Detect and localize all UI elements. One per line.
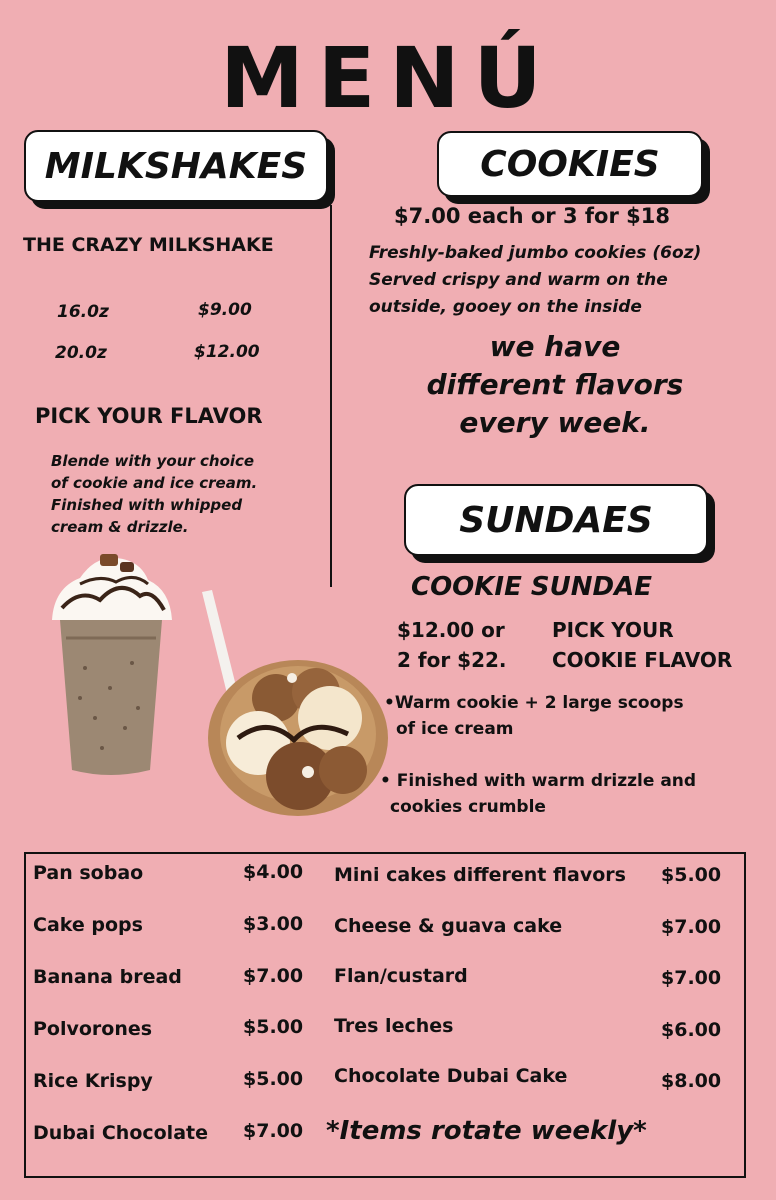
sundae-price-line: 2 for $22. — [397, 648, 507, 672]
milkshake-name: THE CRAZY MILKSHAKE — [23, 234, 274, 256]
sundae-bullet — [380, 768, 696, 820]
milkshake-desc-line: Blende with your choice — [51, 452, 255, 470]
cookies-description — [369, 240, 701, 321]
milkshake-desc-line: Finished with whipped — [51, 496, 243, 514]
extra-item-price: $5.00 — [243, 1068, 304, 1090]
pick-flavor-heading: PICK YOUR FLAVOR — [35, 404, 263, 428]
cookies-desc-line: outside, gooey on the inside — [369, 297, 642, 317]
bullet-dot: • — [384, 693, 395, 713]
extra-item-name: Chocolate Dubai Cake — [334, 1065, 568, 1087]
cookies-desc-line: Freshly-baked jumbo cookies (6oz) — [369, 243, 702, 263]
extra-item-price: $5.00 — [661, 864, 722, 886]
sundae-bullet-line: cookies crumble — [390, 797, 546, 817]
extra-item-price: $5.00 — [243, 1016, 304, 1038]
bullet-dot: • — [380, 771, 391, 791]
sundae-price — [397, 615, 507, 675]
extra-item-name: Pan sobao — [33, 862, 144, 884]
milkshake-desc-line: cream & drizzle. — [51, 518, 189, 536]
extra-item-name: Cheese & guava cake — [334, 915, 563, 937]
milkshakes-header-label: MILKSHAKES — [44, 145, 308, 187]
sundae-bullet — [384, 690, 684, 742]
extra-item-name: Tres leches — [334, 1015, 454, 1037]
extra-item-price: $7.00 — [243, 1120, 304, 1142]
sundae-name: COOKIE SUNDAE — [411, 572, 652, 602]
weekly-flavors-line: every week. — [459, 406, 651, 439]
bullet-text: Finished with warm drizzle and — [396, 771, 697, 791]
extra-item-name: Cake pops — [33, 914, 143, 936]
extra-item-name: Dubai Chocolate — [33, 1122, 208, 1144]
extra-item-price: $4.00 — [243, 861, 304, 883]
cookies-header — [437, 131, 703, 197]
sundae-bullet-line — [384, 690, 684, 716]
extra-item-name: Rice Krispy — [33, 1070, 153, 1092]
extra-item-price: $7.00 — [661, 967, 722, 989]
milkshake-image — [40, 548, 185, 780]
sundae-price-line: $12.00 or — [397, 618, 505, 642]
extra-item-name: Flan/custard — [334, 965, 468, 987]
rotate-weekly-note: *Items rotate weekly* — [326, 1116, 647, 1146]
menu-title: MENÚ — [220, 29, 556, 127]
extra-item-price: $8.00 — [661, 1070, 722, 1092]
extra-item-price: $7.00 — [243, 965, 304, 987]
sundaes-header — [404, 484, 708, 556]
milkshake-description — [51, 450, 257, 538]
milkshake-size-2: 20.0z — [55, 343, 107, 363]
extra-item-name: Mini cakes different flavors — [334, 864, 626, 886]
milkshake-desc-line: of cookie and ice cream. — [51, 474, 258, 492]
cookie-sundae-image — [198, 588, 388, 820]
cookies-desc-line: Served crispy and warm on the — [369, 270, 668, 290]
weekly-flavors-line: different flavors — [426, 368, 684, 401]
extra-item-price: $6.00 — [661, 1019, 722, 1041]
milkshakes-header — [24, 130, 328, 202]
sundae-bullet-line — [380, 768, 696, 794]
milkshake-size-1: 16.0z — [57, 302, 109, 322]
bullet-text: Warm cookie + 2 large scoops — [394, 693, 684, 713]
weekly-flavors-note — [400, 328, 710, 442]
extra-item-price: $3.00 — [243, 913, 304, 935]
sundae-bullet-line: of ice cream — [396, 719, 514, 739]
milkshake-price-1: $9.00 — [198, 300, 252, 320]
cookies-header-label: COOKIES — [480, 143, 660, 185]
sundae-pick-line: COOKIE FLAVOR — [552, 648, 733, 672]
extra-item-price: $7.00 — [661, 916, 722, 938]
cookies-price: $7.00 each or 3 for $18 — [394, 204, 670, 228]
sundae-pick-flavor — [552, 615, 732, 675]
sundaes-header-label: SUNDAES — [459, 499, 653, 541]
weekly-flavors-line: we have — [489, 330, 621, 363]
milkshake-price-2: $12.00 — [194, 342, 260, 362]
extra-item-name: Polvorones — [33, 1018, 153, 1040]
sundae-pick-line: PICK YOUR — [552, 618, 674, 642]
column-divider — [330, 205, 332, 587]
extra-item-name: Banana bread — [33, 966, 182, 988]
